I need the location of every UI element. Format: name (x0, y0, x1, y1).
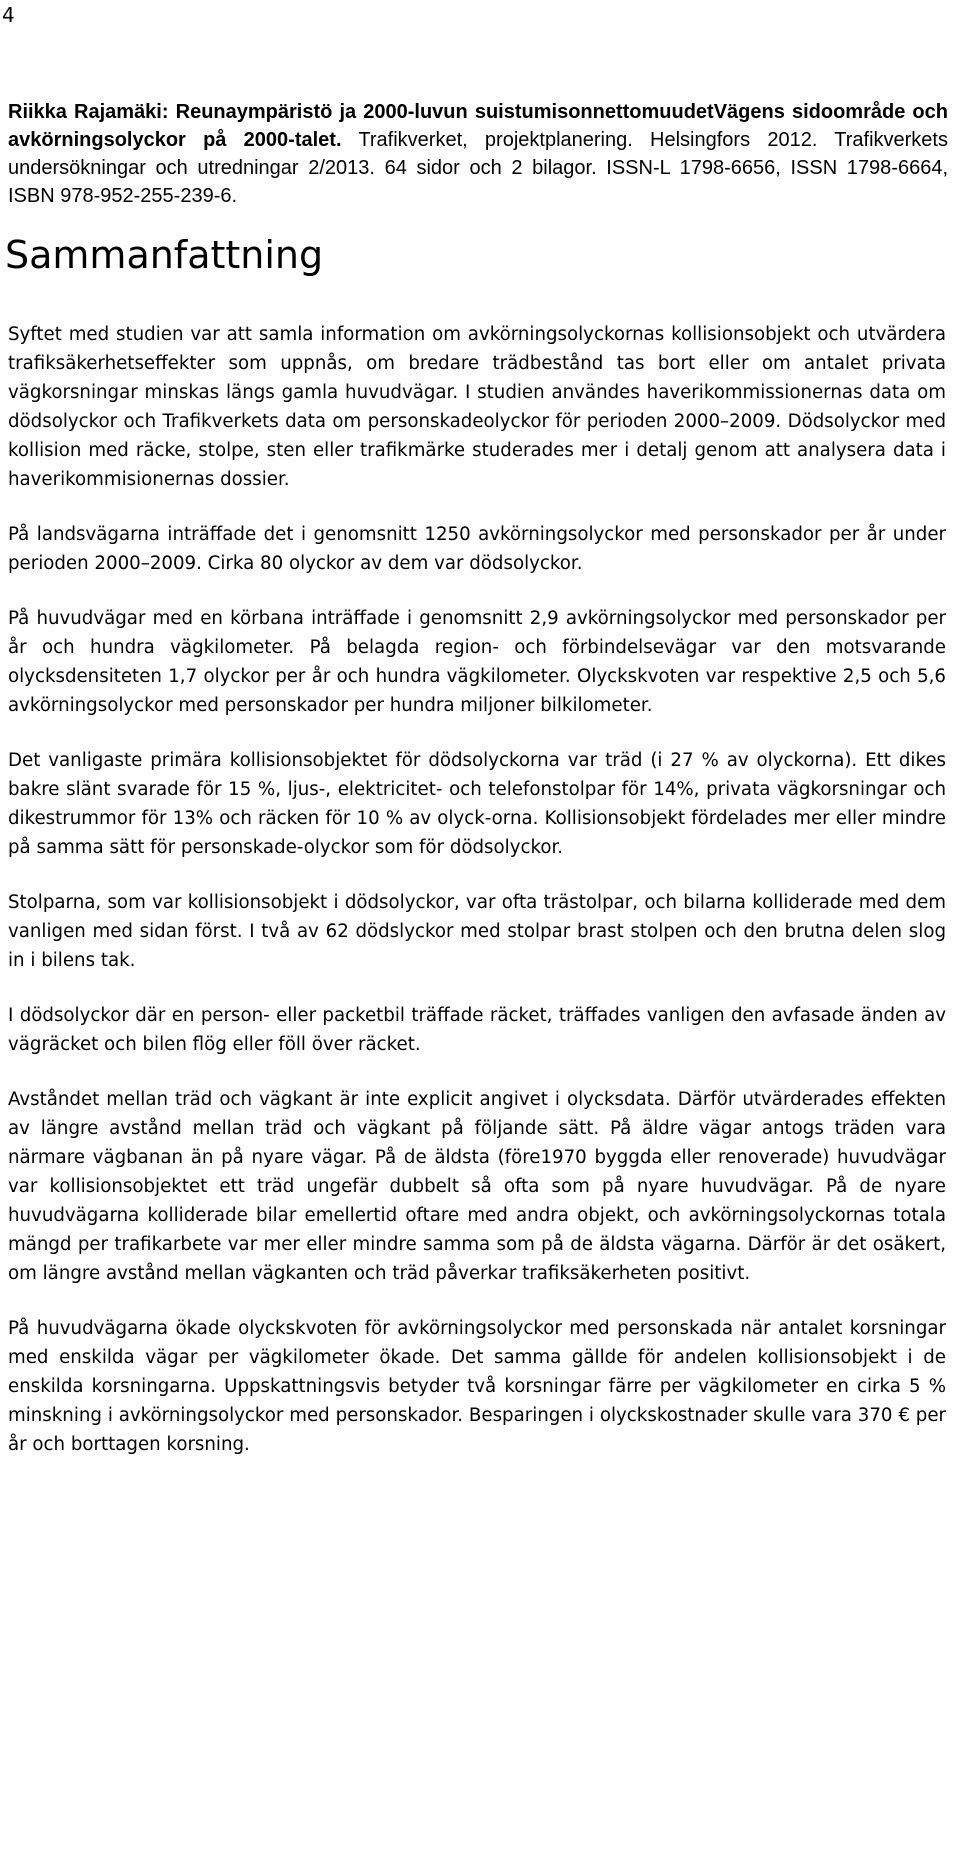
paragraph: På huvudvägarna ökade olyckskvoten för avkörningsolyckor med personskada när antalet korsningar med enskilda vägar per vägkilometer ökade. Det samma gällde för andelen kollisionsobjekt i de enskilda korsningarna. Uppskattningsvis betyder två korsningar färre per vägkilometer en cirka 5 % minskning i avkörningsolyckor med personskador. Besparingen i olyckskostnader skulle vara 370 € per år och borttagen korsning. (8, 1318, 946, 1455)
paragraph: Stolparna, som var kollisionsobjekt i dödsolyckor, var ofta trästolpar, och bilarna kolliderade med dem vanligen med sidan först. I två av 62 dödslyckor med stolpar brast stolpen och den brutna delen slog in i bilens tak. (8, 892, 946, 971)
paragraph: I dödsolyckor där en person- eller packetbil träffade räcket, träffades vanligen den avfasade änden av vägräcket och bilen flög eller föll över räcket. (8, 1005, 946, 1055)
paragraph: Syftet med studien var att samla information om avkörningsolyckornas kollisionsobjekt och utvärdera trafiksäkerhetseffekter som uppnås, om bredare trädbestånd tas bort eller om antalet privata vägkorsningar minskas längs gamla huvudvägar. I studien användes haverikommissionernas data om dödsolyckor och Trafikverkets data om personskadeolyckor för perioden 2000–2009. Dödsolyckor med kollision med räcke, stolpe, sten eller trafikmärke studerades mer i detalj genom att analysera data i haverikommisionernas dossier. (8, 324, 946, 490)
paragraph: Avståndet mellan träd och vägkant är inte explicit angivet i olycksdata. Därför utvärderades effekten av längre avstånd mellan träd och vägkant på följande sätt. På äldre vägar antogs träden vara närmare vägbanan än på nyare vägar. På de äldsta (före1970 byggda eller renoverade) huvudvägar var kollisionsobjektet ett träd ungefär dubbelt så ofta som på nyare huvudvägar. På de nyare huvudvägarna kolliderade bilar emellertid oftare med andra objekt, och avkörningsolyckornas totala mängd per trafikarbete var mer eller mindre samma som på de äldsta vägarna. Därför är det osäkert, om längre avstånd mellan vägkanten och träd påverkar trafiksäkerheten positivt. (8, 1089, 946, 1284)
paragraph: På landsvägarna inträffade det i genomsnitt 1250 avkörningsolyckor med personskador per år under perioden 2000–2009. Cirka 80 olyckor av dem var dödsolyckor. (8, 524, 946, 574)
paragraph: Det vanligaste primära kollisionsobjektet för dödsolyckorna var träd (i 27 % av olyckorna). Ett dikes bakre slänt svarade för 15 %, ljus-, elektricitet- och telefonstolpar för 14%, privata vägkorsningar och dikestrummor för 13% och räcken för 10 % av olyck-orna. Kollisionsobjekt fördelades mer eller mindre på samma sätt för personskade-olyckor som för dödsolyckor. (8, 750, 946, 858)
section-heading: Sammanfattning (5, 233, 324, 277)
citation-author-title: Riikka Rajamäki: Reunaympäristö ja 2000-luvun suistumisonnettomuudetVägens sidoområde och avkörningsolyckor på 2000-talet. (8, 101, 948, 151)
summary-body (8, 320, 946, 1485)
paragraph: På huvudvägar med en körbana inträffade i genomsnitt 2,9 avkörningsolyckor med personskador per år och hundra vägkilometer. På belagda region- och förbindelsevägar var den motsvarande olycksdensiteten 1,7 olyckor per år och hundra vägkilometer. Olyckskvoten var respektive 2,5 och 5,6 avkörningsolyckor med personskador per hundra miljoner bilkilometer. (8, 608, 946, 716)
page-number: 4 (2, 3, 15, 27)
bibliographic-citation (8, 98, 948, 210)
citation-details: Trafikverket, projektplanering. Helsingfors 2012. Trafikverkets undersökningar och utredningar 2/2013. 64 sidor och 2 bilagor. ISSN-L 1798-6656, ISSN 1798-6664, ISBN 978-952-255-239-6. (8, 129, 948, 207)
